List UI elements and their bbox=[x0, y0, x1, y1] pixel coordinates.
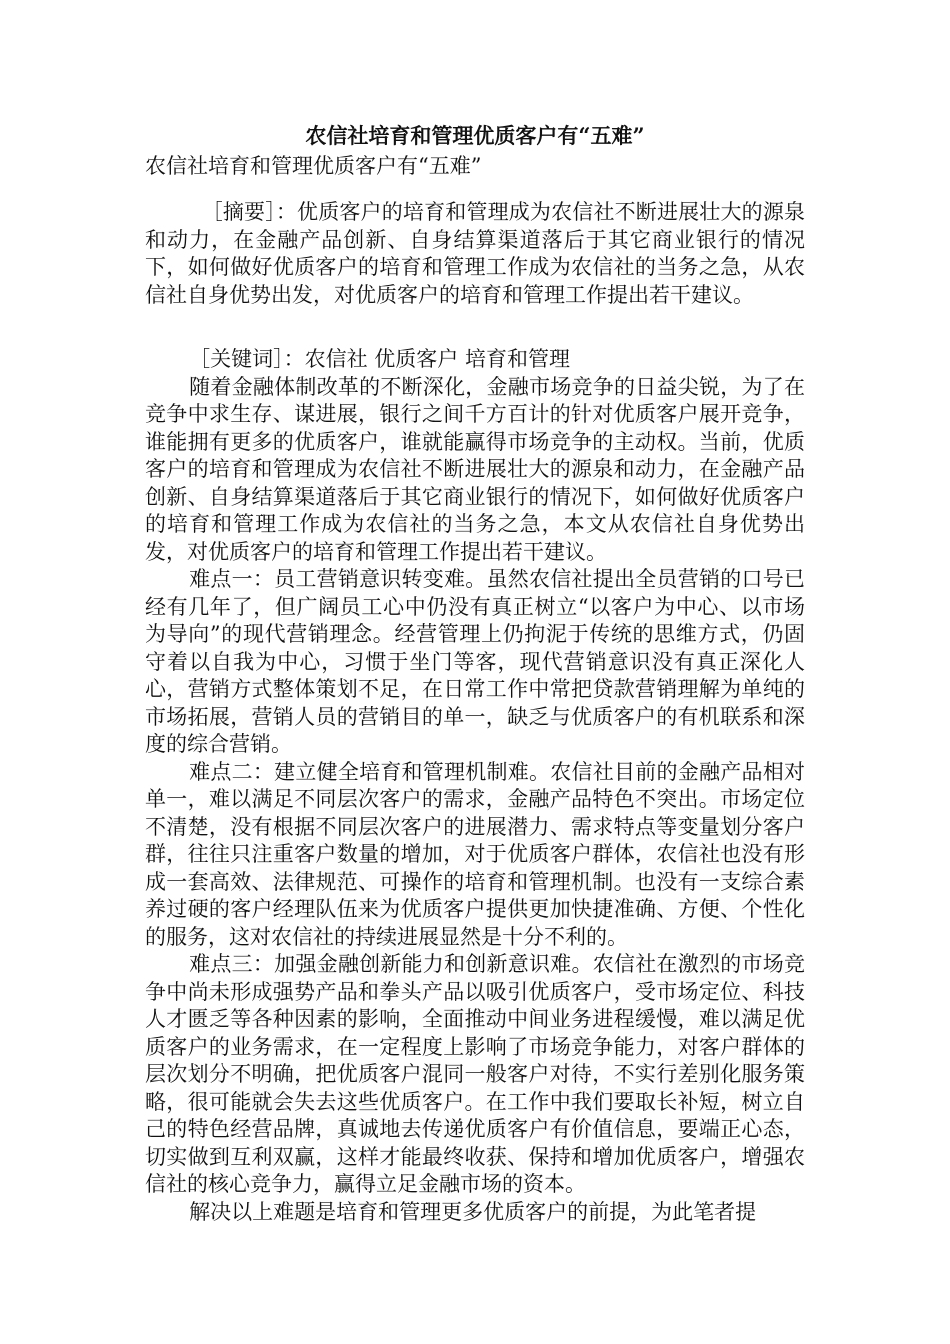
body-paragraph-difficulty-1: 难点一：员工营销意识转变难。虽然农信社提出全员营销的口号已经有几年了，但广阔员工心中仍没有真正树立“以客户为中心、以市场为导向”的现代营销理念。经营管理上仍拘泥于传统的思维方式，仍固守着以自我为中心，习惯于坐门等客，现代营销意识没有真正深化人心，营销方式整体策划不足，在日常工作中常把贷款营销理解为单纯的市场拓展，营销人员的营销目的单一，缺乏与优质客户的有机联系和深度的综合营销。 bbox=[145, 567, 805, 756]
abstract-section bbox=[145, 199, 805, 309]
abstract-paragraph: ［摘要］：优质客户的培育和管理成为农信社不断进展壮大的源泉和动力，在金融产品创新、自身结算渠道落后于其它商业银行的情况下，如何做好优质客户的培育和管理工作成为农信社的当务之急，从农信社自身优势出发，对优质客户的培育和管理工作提出若干建议。 bbox=[145, 200, 805, 307]
keywords-line: ［关键词］：农信社 优质客户 培育和管理 bbox=[189, 347, 570, 371]
main-text bbox=[145, 346, 805, 1226]
document-subtitle: 农信社培育和管理优质客户有“五难” bbox=[145, 154, 482, 178]
body-paragraph-intro: 随着金融体制改革的不断深化，金融市场竞争的日益尖锐，为了在竞争中求生存、谋进展，银行之间千方百计的针对优质客户展开竞争，谁能拥有更多的优质客户，谁就能赢得市场竞争的主动权。当前，优质客户的培育和管理成为农信社不断进展壮大的源泉和动力，在金融产品创新、自身结算渠道落后于其它商业银行的情况下，如何做好优质客户的培育和管理工作成为农信社的当务之急，本文从农信社自身优势出发，对优质客户的培育和管理工作提出若干建议。 bbox=[145, 374, 805, 564]
body-paragraph-difficulty-3: 难点三：加强金融创新能力和创新意识难。农信社在激烈的市场竞争中尚未形成强势产品和拳头产品以吸引优质客户，受市场定位、科技人才匮乏等各种因素的影响，全面推动中间业务进程缓慢，难以满足优质客户的业务需求，在一定程度上影响了市场竞争能力，对客户群体的层次划分不明确，把优质客户混同一般客户对待，不实行差别化服务策略，很可能就会失去这些优质客户。在工作中我们要取长补短，树立自己的特色经营品牌，真诚地去传递优质客户有价值信息，要端正心态，切实做到互利双赢，这样才能最终收获、保持和增加优质客户，增强农信社的核心竞争力，赢得立足金融市场的资本。 bbox=[145, 952, 805, 1196]
document-title: 农信社培育和管理优质客户有“五难” bbox=[305, 123, 645, 148]
body-paragraph-difficulty-2: 难点二：建立健全培育和管理机制难。农信社目前的金融产品相对单一，难以满足不同层次客户的需求，金融产品特色不突出。市场定位不清楚，没有根据不同层次客户的进展潜力、需求特点等变量划分客户群，往往只注重客户数量的增加，对于优质客户群体，农信社也没有形成一套高效、法律规范、可操作的培育和管理机制。也没有一支综合素养过硬的客户经理队伍来为优质客户提供更加快捷准确、方便、个性化的服务，这对农信社的持续进展显然是十分不利的。 bbox=[145, 759, 805, 949]
body-paragraph-conclusion: 解决以上难题是培育和管理更多优质客户的前提，为此笔者提 bbox=[189, 1199, 757, 1224]
